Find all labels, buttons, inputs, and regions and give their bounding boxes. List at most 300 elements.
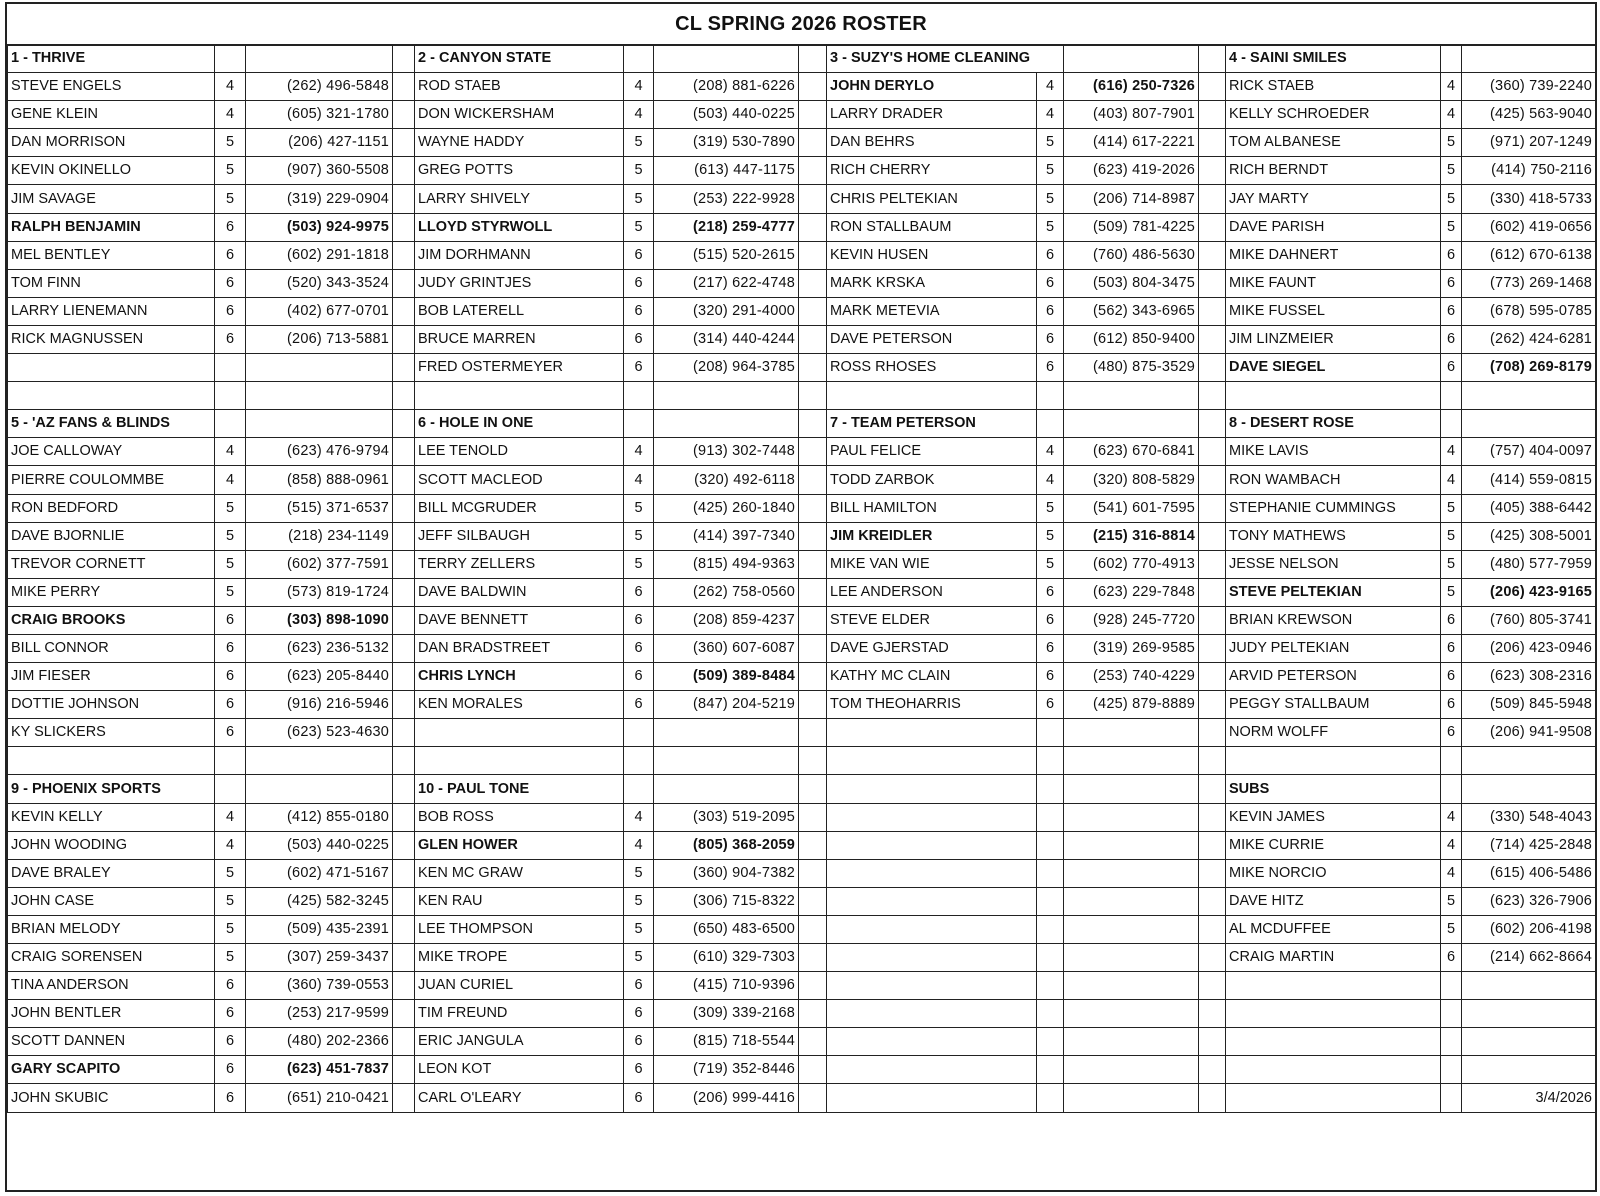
player-phone: (414) 617-2221 xyxy=(1064,129,1199,157)
player-row xyxy=(8,691,1596,719)
player-skill: 5 xyxy=(215,915,246,943)
player-skill: 4 xyxy=(1037,101,1064,129)
player-phone: (916) 216-5946 xyxy=(246,691,393,719)
player-name: CARL O'LEARY xyxy=(415,1084,624,1112)
spacer-cell xyxy=(799,1084,827,1112)
spacer-cell xyxy=(393,972,415,1000)
player-skill: 4 xyxy=(1441,101,1462,129)
player-phone: (414) 559-0815 xyxy=(1462,466,1596,494)
blank-cell xyxy=(393,747,415,775)
player-name: LEE ANDERSON xyxy=(827,578,1037,606)
blank-cell xyxy=(1199,382,1226,410)
player-phone xyxy=(1064,859,1199,887)
player-row xyxy=(8,185,1596,213)
player-name: RICK MAGNUSSEN xyxy=(8,325,215,353)
player-name: DAVE PETERSON xyxy=(827,325,1037,353)
player-skill: 5 xyxy=(1441,550,1462,578)
player-skill: 6 xyxy=(1441,354,1462,382)
spacer-cell xyxy=(799,972,827,1000)
player-name: MIKE TROPE xyxy=(415,944,624,972)
player-skill: 5 xyxy=(1037,157,1064,185)
player-phone: (623) 419-2026 xyxy=(1064,157,1199,185)
player-skill: 5 xyxy=(1037,213,1064,241)
phone-cell xyxy=(246,410,393,438)
player-name xyxy=(8,354,215,382)
player-name xyxy=(827,1028,1037,1056)
player-phone: (206) 423-9165 xyxy=(1462,578,1596,606)
player-phone xyxy=(1064,1084,1199,1112)
player-name: DAVE PARISH xyxy=(1226,213,1441,241)
player-name: FRED OSTERMEYER xyxy=(415,354,624,382)
spacer-cell xyxy=(393,859,415,887)
player-row xyxy=(8,1028,1596,1056)
player-skill: 4 xyxy=(1441,803,1462,831)
player-name: DOTTIE JOHNSON xyxy=(8,691,215,719)
player-name: BRIAN KREWSON xyxy=(1226,606,1441,634)
player-phone: (971) 207-1249 xyxy=(1462,129,1596,157)
player-row xyxy=(8,831,1596,859)
player-phone xyxy=(1064,944,1199,972)
player-skill: 5 xyxy=(215,859,246,887)
player-phone: (215) 316-8814 xyxy=(1064,522,1199,550)
player-skill: 4 xyxy=(215,466,246,494)
player-skill: 6 xyxy=(1441,606,1462,634)
player-name: JIM LINZMEIER xyxy=(1226,325,1441,353)
player-phone: (262) 496-5848 xyxy=(246,73,393,101)
player-name: GARY SCAPITO xyxy=(8,1056,215,1084)
player-skill: 4 xyxy=(1441,831,1462,859)
player-name: MIKE DAHNERT xyxy=(1226,241,1441,269)
player-phone: (480) 577-7959 xyxy=(1462,550,1596,578)
blank-cell xyxy=(1037,747,1064,775)
blank-cell xyxy=(1037,382,1064,410)
spacer-cell xyxy=(1199,438,1226,466)
player-name xyxy=(1226,1028,1441,1056)
player-phone xyxy=(1462,1056,1596,1084)
player-phone: (360) 904-7382 xyxy=(654,859,799,887)
player-name: RON BEDFORD xyxy=(8,494,215,522)
player-skill: 6 xyxy=(215,634,246,662)
spacer-cell xyxy=(799,213,827,241)
player-row xyxy=(8,578,1596,606)
player-phone: (602) 377-7591 xyxy=(246,550,393,578)
spacer-cell xyxy=(799,45,827,73)
player-name: DAVE HITZ xyxy=(1226,887,1441,915)
player-row xyxy=(8,354,1596,382)
player-phone: (319) 229-0904 xyxy=(246,185,393,213)
team-name: 9 - PHOENIX SPORTS xyxy=(8,775,215,803)
player-skill: 6 xyxy=(215,241,246,269)
player-phone: (847) 204-5219 xyxy=(654,691,799,719)
team-name: 1 - THRIVE xyxy=(8,45,215,73)
blank-cell xyxy=(1199,747,1226,775)
player-skill: 6 xyxy=(624,578,654,606)
player-skill: 6 xyxy=(215,719,246,747)
player-phone: (480) 875-3529 xyxy=(1064,354,1199,382)
spacer-cell xyxy=(393,269,415,297)
player-name: PAUL FELICE xyxy=(827,438,1037,466)
player-name: JIM KREIDLER xyxy=(827,522,1037,550)
spacer-cell xyxy=(1199,972,1226,1000)
player-row xyxy=(8,859,1596,887)
spacer-cell xyxy=(393,297,415,325)
player-name: BILL HAMILTON xyxy=(827,494,1037,522)
spacer-cell xyxy=(1199,269,1226,297)
spacer-cell xyxy=(799,157,827,185)
spacer-cell xyxy=(393,831,415,859)
player-phone: (509) 845-5948 xyxy=(1462,691,1596,719)
player-row xyxy=(8,101,1596,129)
spacer-cell xyxy=(393,1000,415,1028)
player-phone: (208) 881-6226 xyxy=(654,73,799,101)
player-phone: (319) 530-7890 xyxy=(654,129,799,157)
spacer-cell xyxy=(1199,241,1226,269)
player-phone: (602) 770-4913 xyxy=(1064,550,1199,578)
spacer-cell xyxy=(393,1084,415,1112)
team-name: 8 - DESERT ROSE xyxy=(1226,410,1441,438)
player-name: DAVE BENNETT xyxy=(415,606,624,634)
blank-cell xyxy=(654,382,799,410)
player-skill xyxy=(1037,887,1064,915)
player-skill: 6 xyxy=(215,213,246,241)
player-skill: 6 xyxy=(624,1084,654,1112)
player-skill: 5 xyxy=(1037,185,1064,213)
player-name: LEON KOT xyxy=(415,1056,624,1084)
player-name: BILL CONNOR xyxy=(8,634,215,662)
player-name: STEVE ELDER xyxy=(827,606,1037,634)
player-name: JOHN SKUBIC xyxy=(8,1084,215,1112)
player-skill: 5 xyxy=(215,550,246,578)
player-name: KATHY MC CLAIN xyxy=(827,663,1037,691)
player-skill: 6 xyxy=(624,634,654,662)
player-name: KY SLICKERS xyxy=(8,719,215,747)
player-skill xyxy=(1037,803,1064,831)
player-skill xyxy=(1037,1028,1064,1056)
player-name: TINA ANDERSON xyxy=(8,972,215,1000)
spacer-cell xyxy=(393,325,415,353)
player-name: JOE CALLOWAY xyxy=(8,438,215,466)
spacer-cell xyxy=(1199,325,1226,353)
blank-cell xyxy=(1462,747,1596,775)
player-row xyxy=(8,325,1596,353)
player-skill xyxy=(1037,915,1064,943)
skill-cell xyxy=(624,45,654,73)
spacer-cell xyxy=(1199,410,1226,438)
player-phone: (757) 404-0097 xyxy=(1462,438,1596,466)
player-name: CRAIG MARTIN xyxy=(1226,944,1441,972)
player-skill: 5 xyxy=(1441,157,1462,185)
player-phone: (309) 339-2168 xyxy=(654,1000,799,1028)
spacer-cell xyxy=(1199,915,1226,943)
player-skill xyxy=(1037,1084,1064,1112)
print-date: 3/4/2026 xyxy=(1462,1084,1596,1112)
blank-cell xyxy=(246,382,393,410)
player-name: LEE TENOLD xyxy=(415,438,624,466)
player-phone: (602) 291-1818 xyxy=(246,241,393,269)
player-name: KELLY SCHROEDER xyxy=(1226,101,1441,129)
player-skill: 4 xyxy=(624,438,654,466)
player-skill: 4 xyxy=(215,831,246,859)
player-name: JUAN CURIEL xyxy=(415,972,624,1000)
player-name xyxy=(827,972,1037,1000)
player-name: SCOTT MACLEOD xyxy=(415,466,624,494)
player-name: JIM FIESER xyxy=(8,663,215,691)
spacer-cell xyxy=(1199,550,1226,578)
skill-cell xyxy=(215,775,246,803)
player-name xyxy=(827,831,1037,859)
player-phone: (623) 523-4630 xyxy=(246,719,393,747)
player-name: PIERRE COULOMMBE xyxy=(8,466,215,494)
player-phone: (425) 308-5001 xyxy=(1462,522,1596,550)
player-skill: 5 xyxy=(215,578,246,606)
spacer-cell xyxy=(799,719,827,747)
player-phone: (503) 924-9975 xyxy=(246,213,393,241)
player-name xyxy=(1226,1084,1441,1112)
spacer-cell xyxy=(799,550,827,578)
player-phone: (928) 245-7720 xyxy=(1064,606,1199,634)
spacer-cell xyxy=(393,578,415,606)
phone-cell xyxy=(1064,45,1199,73)
player-phone: (214) 662-8664 xyxy=(1462,944,1596,972)
phone-cell xyxy=(1064,775,1199,803)
player-name: JEFF SILBAUGH xyxy=(415,522,624,550)
player-skill: 6 xyxy=(624,1000,654,1028)
player-skill: 6 xyxy=(1037,691,1064,719)
spacer-cell xyxy=(393,410,415,438)
player-phone: (360) 739-0553 xyxy=(246,972,393,1000)
spacer-cell xyxy=(1199,157,1226,185)
player-phone: (515) 371-6537 xyxy=(246,494,393,522)
player-skill: 4 xyxy=(1441,466,1462,494)
spacer-cell xyxy=(393,466,415,494)
player-phone: (623) 205-8440 xyxy=(246,663,393,691)
spacer-cell xyxy=(1199,719,1226,747)
player-skill: 6 xyxy=(1037,634,1064,662)
player-name: DAVE GJERSTAD xyxy=(827,634,1037,662)
player-skill xyxy=(1037,831,1064,859)
spacer-cell xyxy=(393,606,415,634)
player-phone: (541) 601-7595 xyxy=(1064,494,1199,522)
player-skill: 6 xyxy=(1037,269,1064,297)
player-phone xyxy=(1064,1056,1199,1084)
spacer-cell xyxy=(393,101,415,129)
player-skill: 4 xyxy=(215,438,246,466)
player-phone: (615) 406-5486 xyxy=(1462,859,1596,887)
spacer-cell xyxy=(799,944,827,972)
player-name xyxy=(827,1056,1037,1084)
player-phone: (623) 236-5132 xyxy=(246,634,393,662)
spacer-cell xyxy=(1199,691,1226,719)
spacer-cell xyxy=(1199,1028,1226,1056)
player-skill: 5 xyxy=(1441,915,1462,943)
player-skill: 5 xyxy=(1037,494,1064,522)
spacer-cell xyxy=(799,1000,827,1028)
blank-row xyxy=(8,382,1596,410)
player-phone: (414) 750-2116 xyxy=(1462,157,1596,185)
player-skill: 5 xyxy=(624,129,654,157)
blank-cell xyxy=(393,382,415,410)
player-phone: (907) 360-5508 xyxy=(246,157,393,185)
player-row xyxy=(8,663,1596,691)
player-skill: 6 xyxy=(1441,663,1462,691)
player-phone: (206) 941-9508 xyxy=(1462,719,1596,747)
spacer-cell xyxy=(393,719,415,747)
player-row xyxy=(8,213,1596,241)
spacer-cell xyxy=(1199,887,1226,915)
spacer-cell xyxy=(1199,859,1226,887)
player-skill: 4 xyxy=(624,831,654,859)
player-skill: 6 xyxy=(215,663,246,691)
player-phone: (425) 879-8889 xyxy=(1064,691,1199,719)
player-phone: (719) 352-8446 xyxy=(654,1056,799,1084)
spacer-cell xyxy=(393,129,415,157)
player-phone: (760) 486-5630 xyxy=(1064,241,1199,269)
player-phone: (208) 859-4237 xyxy=(654,606,799,634)
player-name: KEVIN JAMES xyxy=(1226,803,1441,831)
player-phone: (415) 710-9396 xyxy=(654,972,799,1000)
player-row xyxy=(8,1056,1596,1084)
player-phone: (520) 343-3524 xyxy=(246,269,393,297)
player-phone: (253) 740-4229 xyxy=(1064,663,1199,691)
blank-cell xyxy=(8,382,215,410)
player-name: KEVIN OKINELLO xyxy=(8,157,215,185)
player-skill xyxy=(1037,719,1064,747)
player-skill: 5 xyxy=(1441,129,1462,157)
player-skill xyxy=(624,719,654,747)
player-phone: (515) 520-2615 xyxy=(654,241,799,269)
player-skill: 5 xyxy=(624,887,654,915)
spacer-cell xyxy=(393,550,415,578)
phone-cell xyxy=(1462,775,1596,803)
player-skill xyxy=(1441,1028,1462,1056)
player-name: TOM THEOHARRIS xyxy=(827,691,1037,719)
spacer-cell xyxy=(393,887,415,915)
player-skill: 5 xyxy=(624,157,654,185)
player-phone: (602) 419-0656 xyxy=(1462,213,1596,241)
player-name: MIKE CURRIE xyxy=(1226,831,1441,859)
roster-sheet xyxy=(5,2,1597,1192)
player-phone: (623) 476-9794 xyxy=(246,438,393,466)
blank-cell xyxy=(624,747,654,775)
player-phone: (206) 999-4416 xyxy=(654,1084,799,1112)
player-phone: (206) 427-1151 xyxy=(246,129,393,157)
player-row xyxy=(8,269,1596,297)
player-skill: 6 xyxy=(624,354,654,382)
player-name xyxy=(827,719,1037,747)
blank-row xyxy=(8,747,1596,775)
player-name: GLEN HOWER xyxy=(415,831,624,859)
player-row xyxy=(8,803,1596,831)
spacer-cell xyxy=(799,1028,827,1056)
player-phone: (320) 492-6118 xyxy=(654,466,799,494)
spacer-cell xyxy=(799,410,827,438)
spacer-cell xyxy=(393,213,415,241)
player-phone: (610) 329-7303 xyxy=(654,944,799,972)
spacer-cell xyxy=(1199,803,1226,831)
phone-cell xyxy=(654,775,799,803)
spacer-cell xyxy=(1199,73,1226,101)
player-skill: 4 xyxy=(624,803,654,831)
player-skill: 4 xyxy=(624,101,654,129)
player-name: DAN BEHRS xyxy=(827,129,1037,157)
player-phone: (262) 424-6281 xyxy=(1462,325,1596,353)
player-skill: 6 xyxy=(215,297,246,325)
player-phone: (412) 855-0180 xyxy=(246,803,393,831)
player-skill: 5 xyxy=(215,129,246,157)
spacer-cell xyxy=(1199,129,1226,157)
player-phone: (306) 715-8322 xyxy=(654,887,799,915)
spacer-cell xyxy=(799,297,827,325)
player-name: MIKE LAVIS xyxy=(1226,438,1441,466)
player-name: WAYNE HADDY xyxy=(415,129,624,157)
player-phone xyxy=(1064,887,1199,915)
spacer-cell xyxy=(1199,494,1226,522)
team-name: 2 - CANYON STATE xyxy=(415,45,624,73)
phone-cell xyxy=(1064,410,1199,438)
skill-cell xyxy=(624,410,654,438)
player-name: MEL BENTLEY xyxy=(8,241,215,269)
player-phone: (425) 582-3245 xyxy=(246,887,393,915)
player-phone: (320) 808-5829 xyxy=(1064,466,1199,494)
blank-cell xyxy=(654,747,799,775)
player-skill: 6 xyxy=(624,241,654,269)
player-phone: (320) 291-4000 xyxy=(654,297,799,325)
player-phone: (425) 563-9040 xyxy=(1462,101,1596,129)
player-name: STEVE PELTEKIAN xyxy=(1226,578,1441,606)
player-row xyxy=(8,466,1596,494)
player-name: KEN RAU xyxy=(415,887,624,915)
player-name: JIM DORHMANN xyxy=(415,241,624,269)
player-skill: 6 xyxy=(1037,325,1064,353)
spacer-cell xyxy=(799,915,827,943)
player-name xyxy=(1226,972,1441,1000)
player-phone: (217) 622-4748 xyxy=(654,269,799,297)
skill-cell xyxy=(624,775,654,803)
player-phone: (623) 326-7906 xyxy=(1462,887,1596,915)
spacer-cell xyxy=(1199,775,1226,803)
player-skill xyxy=(1441,1000,1462,1028)
title-row xyxy=(7,4,1595,46)
player-name: MIKE PERRY xyxy=(8,578,215,606)
player-phone xyxy=(1064,1000,1199,1028)
player-skill: 5 xyxy=(1441,522,1462,550)
player-phone: (714) 425-2848 xyxy=(1462,831,1596,859)
blank-cell xyxy=(624,382,654,410)
player-phone xyxy=(1462,1028,1596,1056)
player-phone: (360) 607-6087 xyxy=(654,634,799,662)
spacer-cell xyxy=(1199,522,1226,550)
player-skill: 5 xyxy=(1441,213,1462,241)
player-phone: (651) 210-0421 xyxy=(246,1084,393,1112)
player-skill: 6 xyxy=(624,297,654,325)
player-skill: 5 xyxy=(624,550,654,578)
spacer-cell xyxy=(1199,578,1226,606)
player-name: TONY MATHEWS xyxy=(1226,522,1441,550)
spacer-cell xyxy=(799,663,827,691)
player-phone: (613) 447-1175 xyxy=(654,157,799,185)
team-name: 4 - SAINI SMILES xyxy=(1226,45,1441,73)
player-name: DAVE BRALEY xyxy=(8,859,215,887)
player-skill: 4 xyxy=(624,73,654,101)
player-phone: (253) 222-9928 xyxy=(654,185,799,213)
spacer-cell xyxy=(393,803,415,831)
player-name: BOB ROSS xyxy=(415,803,624,831)
player-name: JESSE NELSON xyxy=(1226,550,1441,578)
player-phone: (402) 677-0701 xyxy=(246,297,393,325)
player-name: BRUCE MARREN xyxy=(415,325,624,353)
player-phone xyxy=(1064,719,1199,747)
spacer-cell xyxy=(393,775,415,803)
